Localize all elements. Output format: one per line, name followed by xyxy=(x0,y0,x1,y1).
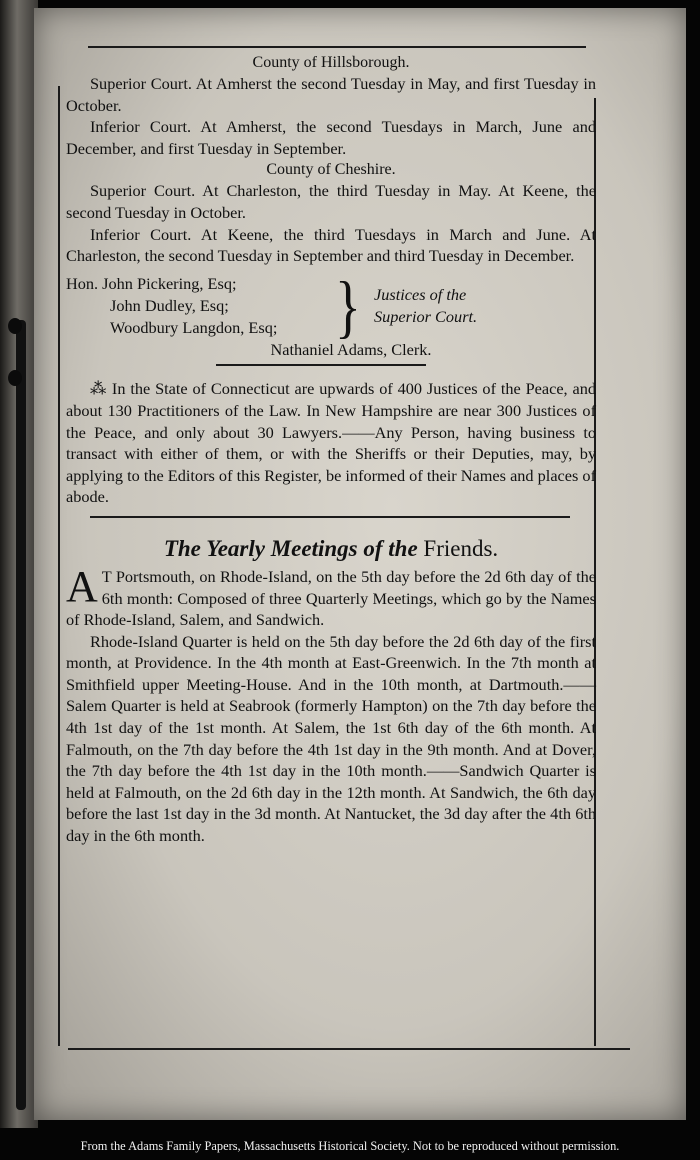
page-content xyxy=(66,52,596,847)
left-border-rule xyxy=(58,86,60,1046)
heading-roman-part: Friends. xyxy=(423,535,499,561)
portsmouth-meeting-paragraph xyxy=(66,561,596,631)
binding-hole xyxy=(8,318,22,334)
clerk-line: Nathaniel Adams, Clerk. xyxy=(270,339,432,359)
justice-name: Woodbury Langdon, Esq; xyxy=(110,317,278,337)
hillsborough-superior-court: Superior Court. At Amherst the second Tuesday in May, and first Tuesday in October. xyxy=(66,74,596,115)
portsmouth-meeting-text: T Portsmouth, on Rhode-Island, on the 5th day before the 2d 6th day of the 6th month: Composed of three Quarterly Meetings, which go by the Names of Rhode-Island, Salem, and Sandwich. xyxy=(66,566,596,630)
justices-block xyxy=(66,266,596,345)
book-spine-edge xyxy=(0,0,38,1128)
quarterly-meetings-paragraph: Rhode-Island Quarter is held on the 5th day before the 2d 6th day of the first month, at Providence. In the 4th month at East-Greenwich. In the 7th month at Smithfield upper Meeting-House. And in the 10th month, at Dartmouth.——Salem Quarter is held at Seabrook (formerly Hampton) on the 7th day before the 4th 1st day of the 1st month. At Salem, the 1st 6th day of the 6th month. At Falmouth, on the 7th day before the 4th 1st day in the 9th month. And at Dover, the 7th day before the 4th 1st day in the 10th month.——Sandwich Quarter is held at Falmouth, on the 2d 6th day in the 12th month. At Sandwich, the 6th day before the last 1st day in the 3d month. At Nantucket, the 3d day after the 4th 6th day in the 6th month. xyxy=(66,631,596,846)
justice-name: John Dudley, Esq; xyxy=(110,295,229,315)
cheshire-inferior-court: Inferior Court. At Keene, the third Tuesdays in March and June. At Charleston, the second Tuesday in September and third Tuesday in December. xyxy=(66,224,596,266)
brace-glyph: } xyxy=(335,266,361,345)
section-rule xyxy=(90,516,570,518)
binding-hole xyxy=(8,370,22,386)
justices-title xyxy=(370,284,477,328)
justices-title-line: Justices of the xyxy=(374,284,467,304)
section-rule xyxy=(216,364,426,366)
county-heading-hillsborough: County of Hillsborough. xyxy=(252,54,410,71)
cheshire-superior-court: Superior Court. At Charleston, the third Tuesday in May. At Keene, the second Tuesday in October. xyxy=(66,181,596,222)
county-heading-cheshire: County of Cheshire. xyxy=(266,161,396,179)
justice-names xyxy=(66,273,326,339)
lawyers-notice: ⁂ In the State of Connecticut are upwards of 400 Justices of the Peace, and about 130 Practitioners of the Law. In New Hampshire are near 300 Justices of the Peace, and only about 30 Lawyers.——Any Person, having business to transact with either of them, or with the Sheriffs or their Deputies, may, by applying to the Editors of this Register, be informed of their Names and places of abode. xyxy=(66,379,596,507)
justices-title-line: Superior Court. xyxy=(374,306,478,326)
copyright-caption: From the Adams Family Papers, Massachusetts Historical Society. Not to be reproduced without permission. xyxy=(80,1139,620,1153)
friends-meetings-heading xyxy=(66,534,596,564)
top-rule xyxy=(88,46,586,48)
binding-shadow xyxy=(16,320,26,1110)
drop-cap: A xyxy=(66,561,98,611)
bottom-rule xyxy=(68,1048,630,1050)
hillsborough-inferior-court: Inferior Court. At Amherst, the second Tuesdays in March, June and December, and first Tuesday in September. xyxy=(66,117,596,158)
heading-italic-part: The Yearly Meetings of the xyxy=(163,535,418,561)
register-page xyxy=(34,8,686,1120)
justice-name: Hon. John Pickering, Esq; xyxy=(66,273,237,293)
